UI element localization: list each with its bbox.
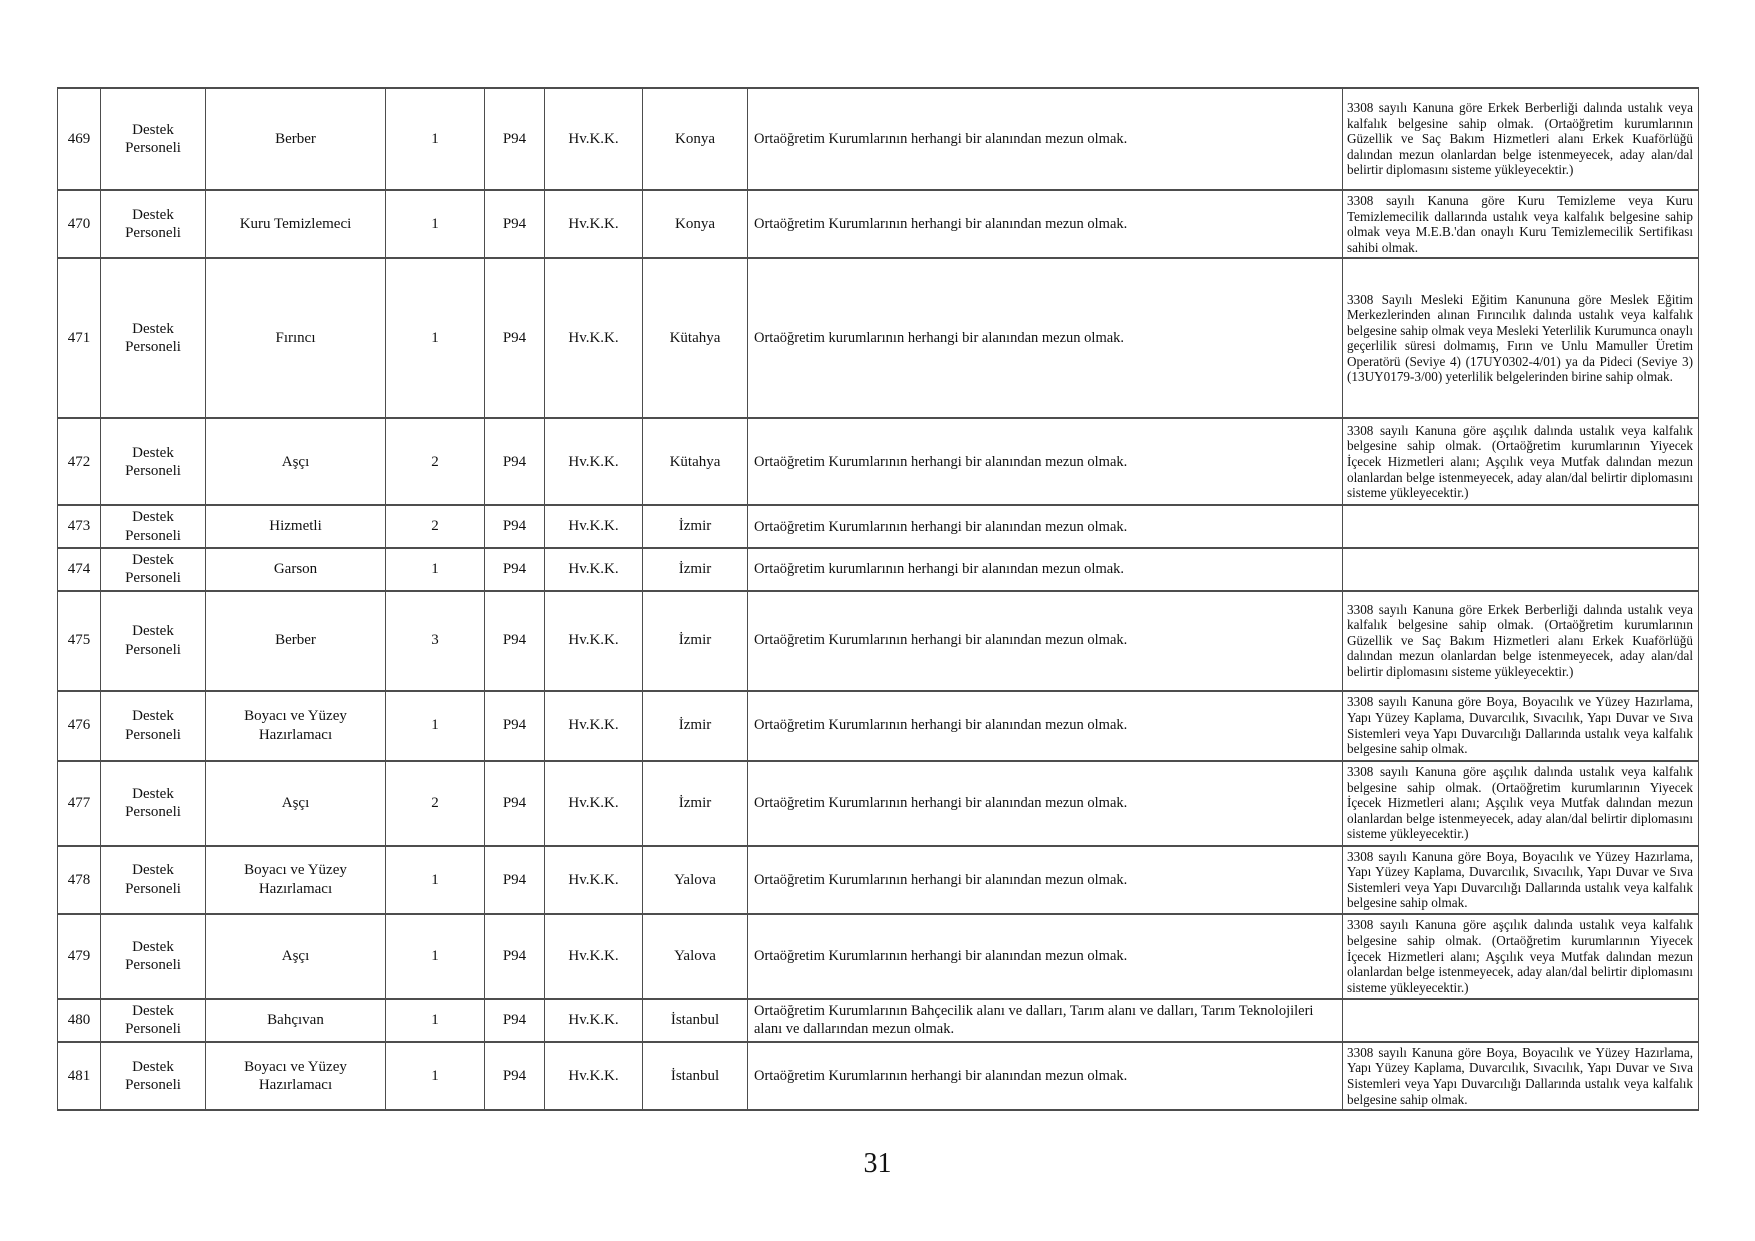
table-row (58, 548, 1699, 591)
cell-score-type: P94 (485, 88, 545, 190)
table-row (58, 591, 1699, 691)
table-row (58, 1042, 1699, 1110)
cell-force: Hv.K.K. (545, 1042, 643, 1110)
cell-position-title: Boyacı ve Yüzey Hazırlamacı (206, 846, 386, 914)
cell-row-number: 474 (58, 548, 101, 591)
cell-special-req: 3308 sayılı Kanuna göre aşçılık dalında ustalık veya kalfalık belgesine sahip olmak. (Ortaöğretim kurumlarının Yiyecek İçecek Hizmetleri alanı; Aşçılık veya Mutfak dalından mezun olanlardan belge istenmeyecek, aday alan/dal belirtir diplomasını sisteme yükleyecektir.) (1343, 761, 1699, 846)
cell-staff-type: Destek Personeli (101, 846, 206, 914)
cell-force: Hv.K.K. (545, 761, 643, 846)
cell-count: 3 (386, 591, 485, 691)
cell-staff-type: Destek Personeli (101, 505, 206, 548)
cell-position-title: Fırıncı (206, 258, 386, 418)
cell-city: İzmir (643, 505, 748, 548)
cell-special-req: 3308 sayılı Kanuna göre aşçılık dalında ustalık veya kalfalık belgesine sahip olmak. (Ortaöğretim kurumlarının Yiyecek İçecek Hizmetleri alanı; Aşçılık veya Mutfak dalından mezun olanlardan belge istenmeyecek, aday alan/dal belirtir diplomasını sisteme yükleyecektir.) (1343, 418, 1699, 505)
cell-row-number: 469 (58, 88, 101, 190)
cell-row-number: 477 (58, 761, 101, 846)
cell-city: Yalova (643, 846, 748, 914)
cell-count: 1 (386, 691, 485, 761)
cell-count: 2 (386, 761, 485, 846)
cell-force: Hv.K.K. (545, 505, 643, 548)
cell-city: Konya (643, 88, 748, 190)
table-row (58, 761, 1699, 846)
cell-education-req: Ortaöğretim Kurumlarının herhangi bir alanından mezun olmak. (748, 761, 1343, 846)
cell-score-type: P94 (485, 691, 545, 761)
cell-score-type: P94 (485, 505, 545, 548)
cell-education-req: Ortaöğretim Kurumlarının herhangi bir alanından mezun olmak. (748, 190, 1343, 258)
cell-education-req: Ortaöğretim Kurumlarının herhangi bir alanından mezun olmak. (748, 505, 1343, 548)
cell-education-req: Ortaöğretim Kurumlarının herhangi bir alanından mezun olmak. (748, 418, 1343, 505)
cell-city: Kütahya (643, 258, 748, 418)
cell-count: 1 (386, 999, 485, 1042)
cell-special-req: 3308 sayılı Kanuna göre Erkek Berberliği dalında ustalık veya kalfalık belgesine sahip olmak. (Ortaöğretim kurumlarının Güzellik ve Saç Bakım Hizmetleri alanı Erkek Kuaförlüğü dalından mezun olanlardan belge istenmeyecek, aday alan/dal belirtir diplomasını sisteme yükleyecektir.) (1343, 591, 1699, 691)
cell-staff-type: Destek Personeli (101, 691, 206, 761)
cell-education-req: Ortaöğretim Kurumlarının herhangi bir alanından mezun olmak. (748, 691, 1343, 761)
cell-staff-type: Destek Personeli (101, 914, 206, 999)
cell-position-title: Bahçıvan (206, 999, 386, 1042)
cell-row-number: 472 (58, 418, 101, 505)
cell-force: Hv.K.K. (545, 914, 643, 999)
cell-force: Hv.K.K. (545, 418, 643, 505)
cell-force: Hv.K.K. (545, 591, 643, 691)
cell-score-type: P94 (485, 548, 545, 591)
cell-force: Hv.K.K. (545, 691, 643, 761)
cell-count: 1 (386, 258, 485, 418)
cell-education-req: Ortaöğretim Kurumlarının herhangi bir alanından mezun olmak. (748, 591, 1343, 691)
cell-education-req: Ortaöğretim Kurumlarının herhangi bir alanından mezun olmak. (748, 88, 1343, 190)
cell-force: Hv.K.K. (545, 258, 643, 418)
cell-count: 1 (386, 88, 485, 190)
cell-staff-type: Destek Personeli (101, 88, 206, 190)
cell-special-req: 3308 sayılı Kanuna göre Boya, Boyacılık ve Yüzey Hazırlama, Yapı Yüzey Kaplama, Duvarcılık, Sıvacılık, Yapı Duvar ve Sıva Sistemleri veya Yapı Duvarcılığı Dallarında ustalık veya kalfalık belgesine sahip olmak. (1343, 846, 1699, 914)
table-row (58, 691, 1699, 761)
cell-special-req (1343, 505, 1699, 548)
cell-score-type: P94 (485, 1042, 545, 1110)
cell-staff-type: Destek Personeli (101, 761, 206, 846)
cell-special-req: 3308 sayılı Kanuna göre Erkek Berberliği dalında ustalık veya kalfalık belgesine sahip olmak. (Ortaöğretim kurumlarının Güzellik ve Saç Bakım Hizmetleri alanı Erkek Kuaförlüğü dalından mezun olanlardan belge istenmeyecek, aday alan/dal belirtir diplomasını sisteme yükleyecektir.) (1343, 88, 1699, 190)
cell-force: Hv.K.K. (545, 999, 643, 1042)
cell-position-title: Kuru Temizlemeci (206, 190, 386, 258)
cell-special-req (1343, 548, 1699, 591)
cell-staff-type: Destek Personeli (101, 1042, 206, 1110)
cell-staff-type: Destek Personeli (101, 548, 206, 591)
cell-education-req: Ortaöğretim Kurumlarının Bahçecilik alanı ve dalları, Tarım alanı ve dalları, Tarım Teknolojileri alanı ve dallarından mezun olmak. (748, 999, 1343, 1042)
cell-special-req: 3308 sayılı Kanuna göre Kuru Temizleme veya Kuru Temizlemecilik dallarında ustalık veya kalfalık belgesine sahip olmak veya M.E.B.'dan onaylı Kuru Temizlemecilik Sertifikası sahibi olmak. (1343, 190, 1699, 258)
cell-score-type: P94 (485, 258, 545, 418)
table-row (58, 88, 1699, 190)
cell-score-type: P94 (485, 190, 545, 258)
cell-force: Hv.K.K. (545, 88, 643, 190)
cell-score-type: P94 (485, 914, 545, 999)
cell-count: 1 (386, 548, 485, 591)
cell-staff-type: Destek Personeli (101, 999, 206, 1042)
cell-special-req: 3308 Sayılı Mesleki Eğitim Kanununa göre Meslek Eğitim Merkezlerinden alınan Fırıncılık dalında ustalık veya kalfalık belgesine sahip olmak veya Mesleki Yeterlilik Kurumunca onaylı geçerlilik süresi dolmamış, Fırın ve Unlu Mamuller Üretim Operatörü (Seviye 4) (17UY0302-4/01) ya da Pideci (Seviye 3) (13UY0179-3/00) yeterlilik belgelerinden birine sahip olmak. (1343, 258, 1699, 418)
cell-count: 2 (386, 505, 485, 548)
cell-special-req: 3308 sayılı Kanuna göre aşçılık dalında ustalık veya kalfalık belgesine sahip olmak. (Ortaöğretim kurumlarının Yiyecek İçecek Hizmetleri alanı; Aşçılık veya Mutfak dalından mezun olanlardan belge istenmeyecek, aday alan/dal belirtir diplomasını sisteme yükleyecektir.) (1343, 914, 1699, 999)
table-row (58, 190, 1699, 258)
cell-row-number: 478 (58, 846, 101, 914)
cell-score-type: P94 (485, 761, 545, 846)
cell-position-title: Aşçı (206, 914, 386, 999)
cell-staff-type: Destek Personeli (101, 258, 206, 418)
cell-education-req: Ortaöğretim Kurumlarının herhangi bir alanından mezun olmak. (748, 846, 1343, 914)
cell-position-title: Berber (206, 591, 386, 691)
table-row (58, 505, 1699, 548)
page-number: 31 (863, 1148, 892, 1179)
cell-position-title: Boyacı ve Yüzey Hazırlamacı (206, 691, 386, 761)
cell-row-number: 471 (58, 258, 101, 418)
table-row (58, 418, 1699, 505)
cell-city: İzmir (643, 691, 748, 761)
recruitment-table (57, 87, 1699, 1111)
cell-score-type: P94 (485, 999, 545, 1042)
cell-score-type: P94 (485, 418, 545, 505)
table-row (58, 258, 1699, 418)
cell-staff-type: Destek Personeli (101, 190, 206, 258)
cell-staff-type: Destek Personeli (101, 591, 206, 691)
cell-education-req: Ortaöğretim kurumlarının herhangi bir alanından mezun olmak. (748, 548, 1343, 591)
cell-city: Yalova (643, 914, 748, 999)
cell-position-title: Garson (206, 548, 386, 591)
cell-city: Kütahya (643, 418, 748, 505)
cell-force: Hv.K.K. (545, 846, 643, 914)
cell-position-title: Boyacı ve Yüzey Hazırlamacı (206, 1042, 386, 1110)
cell-city: İstanbul (643, 999, 748, 1042)
cell-row-number: 481 (58, 1042, 101, 1110)
cell-row-number: 470 (58, 190, 101, 258)
cell-education-req: Ortaöğretim Kurumlarının herhangi bir alanından mezun olmak. (748, 1042, 1343, 1110)
cell-city: İzmir (643, 761, 748, 846)
cell-education-req: Ortaöğretim Kurumlarının herhangi bir alanından mezun olmak. (748, 914, 1343, 999)
cell-position-title: Aşçı (206, 761, 386, 846)
cell-force: Hv.K.K. (545, 548, 643, 591)
cell-city: İzmir (643, 591, 748, 691)
cell-force: Hv.K.K. (545, 190, 643, 258)
cell-count: 1 (386, 1042, 485, 1110)
cell-row-number: 480 (58, 999, 101, 1042)
cell-special-req (1343, 999, 1699, 1042)
cell-education-req: Ortaöğretim kurumlarının herhangi bir alanından mezun olmak. (748, 258, 1343, 418)
cell-position-title: Hizmetli (206, 505, 386, 548)
cell-position-title: Berber (206, 88, 386, 190)
cell-row-number: 475 (58, 591, 101, 691)
cell-count: 1 (386, 846, 485, 914)
table-row (58, 846, 1699, 914)
cell-city: İstanbul (643, 1042, 748, 1110)
cell-count: 1 (386, 914, 485, 999)
cell-count: 2 (386, 418, 485, 505)
table-row (58, 999, 1699, 1042)
cell-city: Konya (643, 190, 748, 258)
cell-row-number: 473 (58, 505, 101, 548)
cell-special-req: 3308 sayılı Kanuna göre Boya, Boyacılık ve Yüzey Hazırlama, Yapı Yüzey Kaplama, Duvarcılık, Sıvacılık, Yapı Duvar ve Sıva Sistemleri veya Yapı Duvarcılığı Dallarında ustalık veya kalfalık belgesine sahip olmak. (1343, 691, 1699, 761)
cell-row-number: 476 (58, 691, 101, 761)
cell-city: İzmir (643, 548, 748, 591)
table-row (58, 914, 1699, 999)
cell-staff-type: Destek Personeli (101, 418, 206, 505)
cell-score-type: P94 (485, 846, 545, 914)
cell-count: 1 (386, 190, 485, 258)
cell-position-title: Aşçı (206, 418, 386, 505)
cell-special-req: 3308 sayılı Kanuna göre Boya, Boyacılık ve Yüzey Hazırlama, Yapı Yüzey Kaplama, Duvarcılık, Sıvacılık, Yapı Duvar ve Sıva Sistemleri veya Yapı Duvarcılığı Dallarında ustalık veya kalfalık belgesine sahip olmak. (1343, 1042, 1699, 1110)
cell-row-number: 479 (58, 914, 101, 999)
cell-score-type: P94 (485, 591, 545, 691)
